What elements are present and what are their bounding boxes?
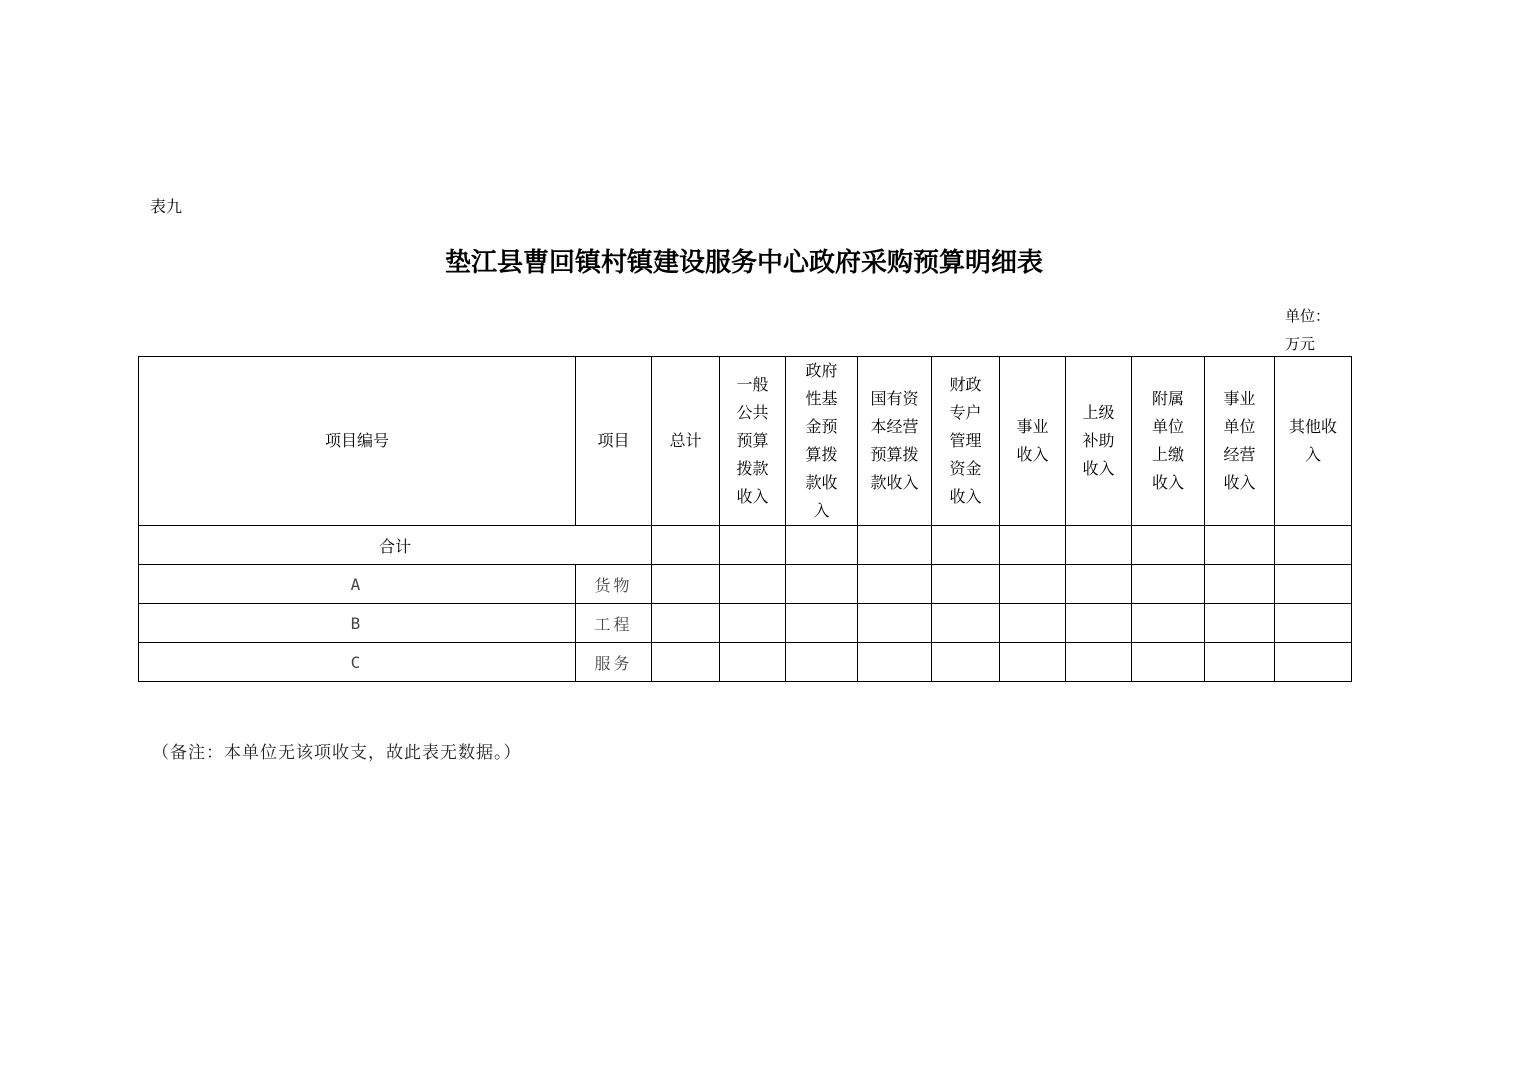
table-cell	[652, 565, 720, 604]
table-cell	[1132, 604, 1205, 643]
header-project: 项目	[576, 357, 652, 526]
table-cell	[932, 604, 1000, 643]
header-operating-income: 事业 单位 经营 收入	[1205, 357, 1275, 526]
table-cell	[1132, 565, 1205, 604]
table-cell	[1000, 604, 1066, 643]
unit-label	[1285, 302, 1345, 358]
header-affiliated-unit: 附属 单位 上缴 收入	[1132, 357, 1205, 526]
table-cell	[1000, 643, 1066, 682]
row-item: 工程	[576, 604, 652, 643]
header-total: 总计	[652, 357, 720, 526]
header-state-capital: 国有资 本经营 预算拨 款收入	[858, 357, 932, 526]
table-cell	[932, 643, 1000, 682]
table-cell	[652, 526, 720, 565]
table-cell	[1205, 604, 1275, 643]
table-cell	[932, 565, 1000, 604]
total-label: 合计	[139, 526, 652, 565]
footnote: （备注：本单位无该项收支，故此表无数据。）	[152, 743, 522, 763]
table-row	[139, 604, 1352, 643]
table-cell	[1275, 565, 1352, 604]
table-cell	[1275, 643, 1352, 682]
table-cell	[858, 643, 932, 682]
table-cell	[858, 526, 932, 565]
table-row-total	[139, 526, 1352, 565]
table-cell	[1066, 565, 1132, 604]
table-cell	[720, 526, 786, 565]
unit-label-line1: 单位：	[1285, 307, 1331, 325]
row-code: B	[139, 604, 576, 643]
table-cell	[786, 643, 858, 682]
table-cell	[1132, 643, 1205, 682]
table-cell	[1275, 604, 1352, 643]
table-cell	[720, 643, 786, 682]
row-item: 服务	[576, 643, 652, 682]
header-row	[139, 357, 1352, 526]
header-fiscal-special: 财政 专户 管理 资金 收入	[932, 357, 1000, 526]
table-cell	[1275, 526, 1352, 565]
table-cell	[932, 526, 1000, 565]
table-row	[139, 643, 1352, 682]
header-gov-fund: 政府 性基 金预 算拨 款收 入	[786, 357, 858, 526]
table-cell	[858, 565, 932, 604]
header-project-code: 项目编号	[139, 357, 576, 526]
table-cell	[720, 604, 786, 643]
row-item: 货物	[576, 565, 652, 604]
table-cell	[720, 565, 786, 604]
table-cell	[1000, 565, 1066, 604]
table-cell	[652, 643, 720, 682]
table-cell	[1066, 643, 1132, 682]
table-row	[139, 565, 1352, 604]
row-code: A	[139, 565, 576, 604]
table-cell	[1205, 565, 1275, 604]
unit-label-line2: 万元	[1285, 335, 1316, 353]
table-number-label: 表九	[150, 197, 183, 216]
table-cell	[786, 526, 858, 565]
table-cell	[1132, 526, 1205, 565]
header-other-income: 其他收 入	[1275, 357, 1352, 526]
table-cell	[1000, 526, 1066, 565]
table-cell	[1066, 526, 1132, 565]
table-cell	[652, 604, 720, 643]
header-general-budget: 一般 公共 预算 拨款 收入	[720, 357, 786, 526]
header-superior-subsidy: 上级 补助 收入	[1066, 357, 1132, 526]
row-code: C	[139, 643, 576, 682]
table-cell	[786, 565, 858, 604]
table-cell	[1066, 604, 1132, 643]
table-cell	[1205, 526, 1275, 565]
table-cell	[858, 604, 932, 643]
page-title: 垫江县曹回镇村镇建设服务中心政府采购预算明细表	[444, 248, 1043, 278]
procurement-budget-table	[138, 356, 1352, 682]
table-cell	[786, 604, 858, 643]
table-cell	[1205, 643, 1275, 682]
header-business-income: 事业 收入	[1000, 357, 1066, 526]
